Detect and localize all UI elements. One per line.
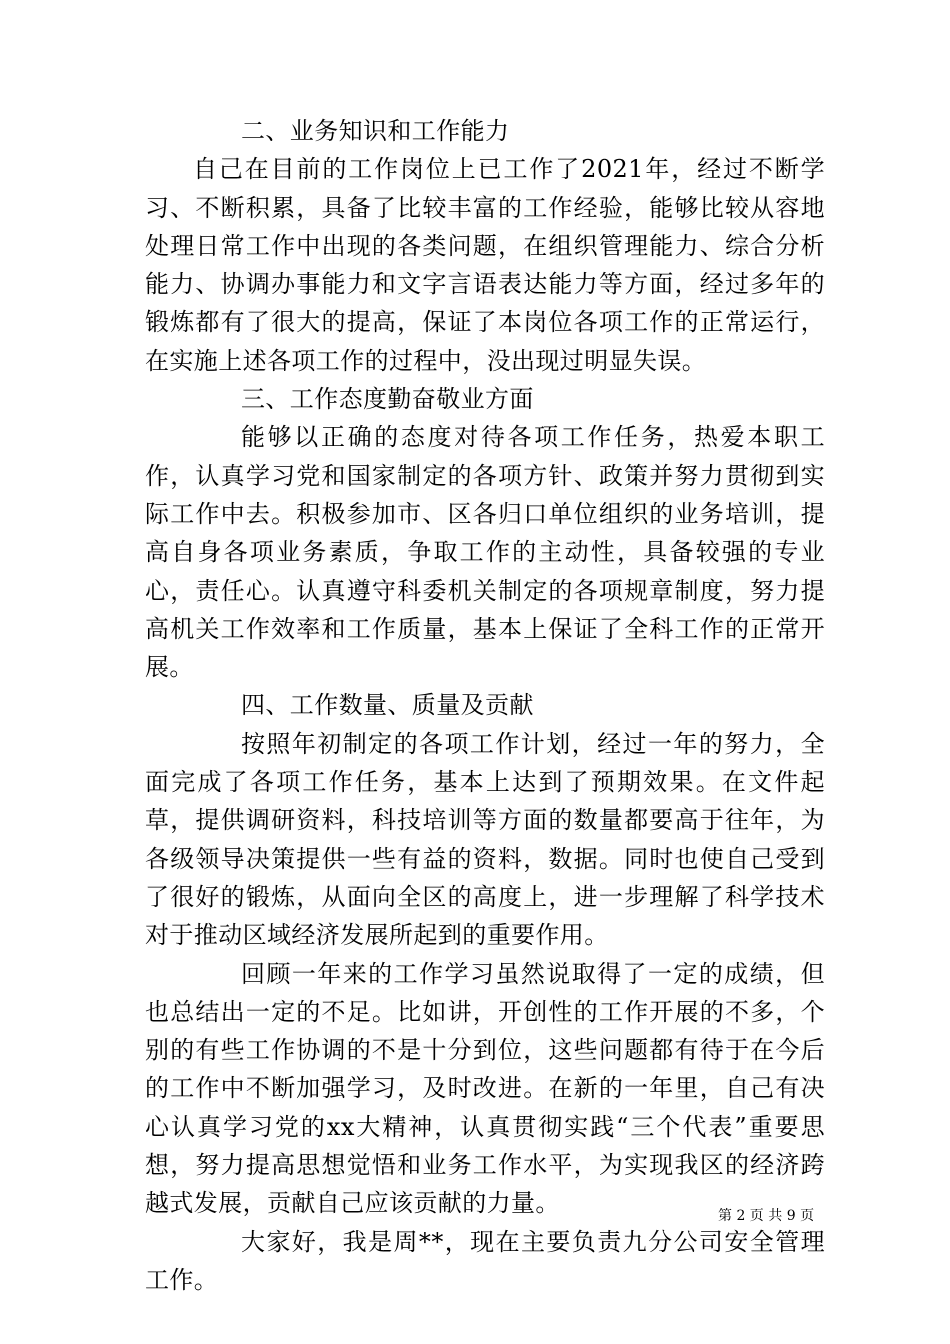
document-body xyxy=(145,112,825,1299)
paragraph-work-attitude: 能够以正确的态度对待各项工作任务，热爱本职工作，认真学习党和国家制定的各项方针、政策并努力贯彻到实际工作中去。积极参加市、区各归口单位组织的业务培训，提高自身各项业务素质，争取工作的主动性，具备较强的专业心，责任心。认真遵守科委机关制定的各项规章制度，努力提高机关工作效率和工作质量，基本上保证了全科工作的正常开展。 xyxy=(145,423,825,682)
section-heading-2: 二、业务知识和工作能力 xyxy=(241,117,510,145)
page-number: 第 2 页 共 9 页 xyxy=(718,1208,815,1224)
paragraph-review: 回顾一年来的工作学习虽然说取得了一定的成绩，但也总结出一定的不足。比如讲，开创性的工作开展的不多，个别的有些工作协调的不是十分到位，这些问题都有待于在今后的工作中不断加强学习，及时改进。在新的一年里，自己有决心认真学习党的xx大精神，认真贯彻实践“三个代表”重要思想，努力提高思想觉悟和业务工作水平，为实现我区的经济跨越式发展，贡献自己应该贡献的力量。 xyxy=(145,959,825,1218)
section-heading-4: 四、工作数量、质量及贡献 xyxy=(241,691,534,720)
section-heading-3: 三、工作态度勤奋敬业方面 xyxy=(241,385,534,414)
paragraph-work-contribution: 按照年初制定的各项工作计划，经过一年的努力，全面完成了各项工作任务，基本上达到了预期效果。在文件起草，提供调研资料，科技培训等方面的数量都要高于往年，为各级领导决策提供一些有益的资料，数据。同时也使自己受到了很好的锻炼，从面向全区的高度上，进一步理解了科学技术对于推动区域经济发展所起到的重要作用。 xyxy=(145,729,825,950)
paragraph-introduction: 大家好，我是周**，现在主要负责九分公司安全管理工作。 xyxy=(145,1227,825,1294)
paragraph-work-ability: 自己在目前的工作岗位上已工作了2021年，经过不断学习、不断积累，具备了比较丰富的工作经验，能够比较从容地处理日常工作中出现的各类问题，在组织管理能力、综合分析能力、协调办事能力和文字言语表达能力等方面，经过多年的锻炼都有了很大的提高，保证了本岗位各项工作的正常运行，在实施上述各项工作的过程中，没出现过明显失误。 xyxy=(145,155,825,375)
